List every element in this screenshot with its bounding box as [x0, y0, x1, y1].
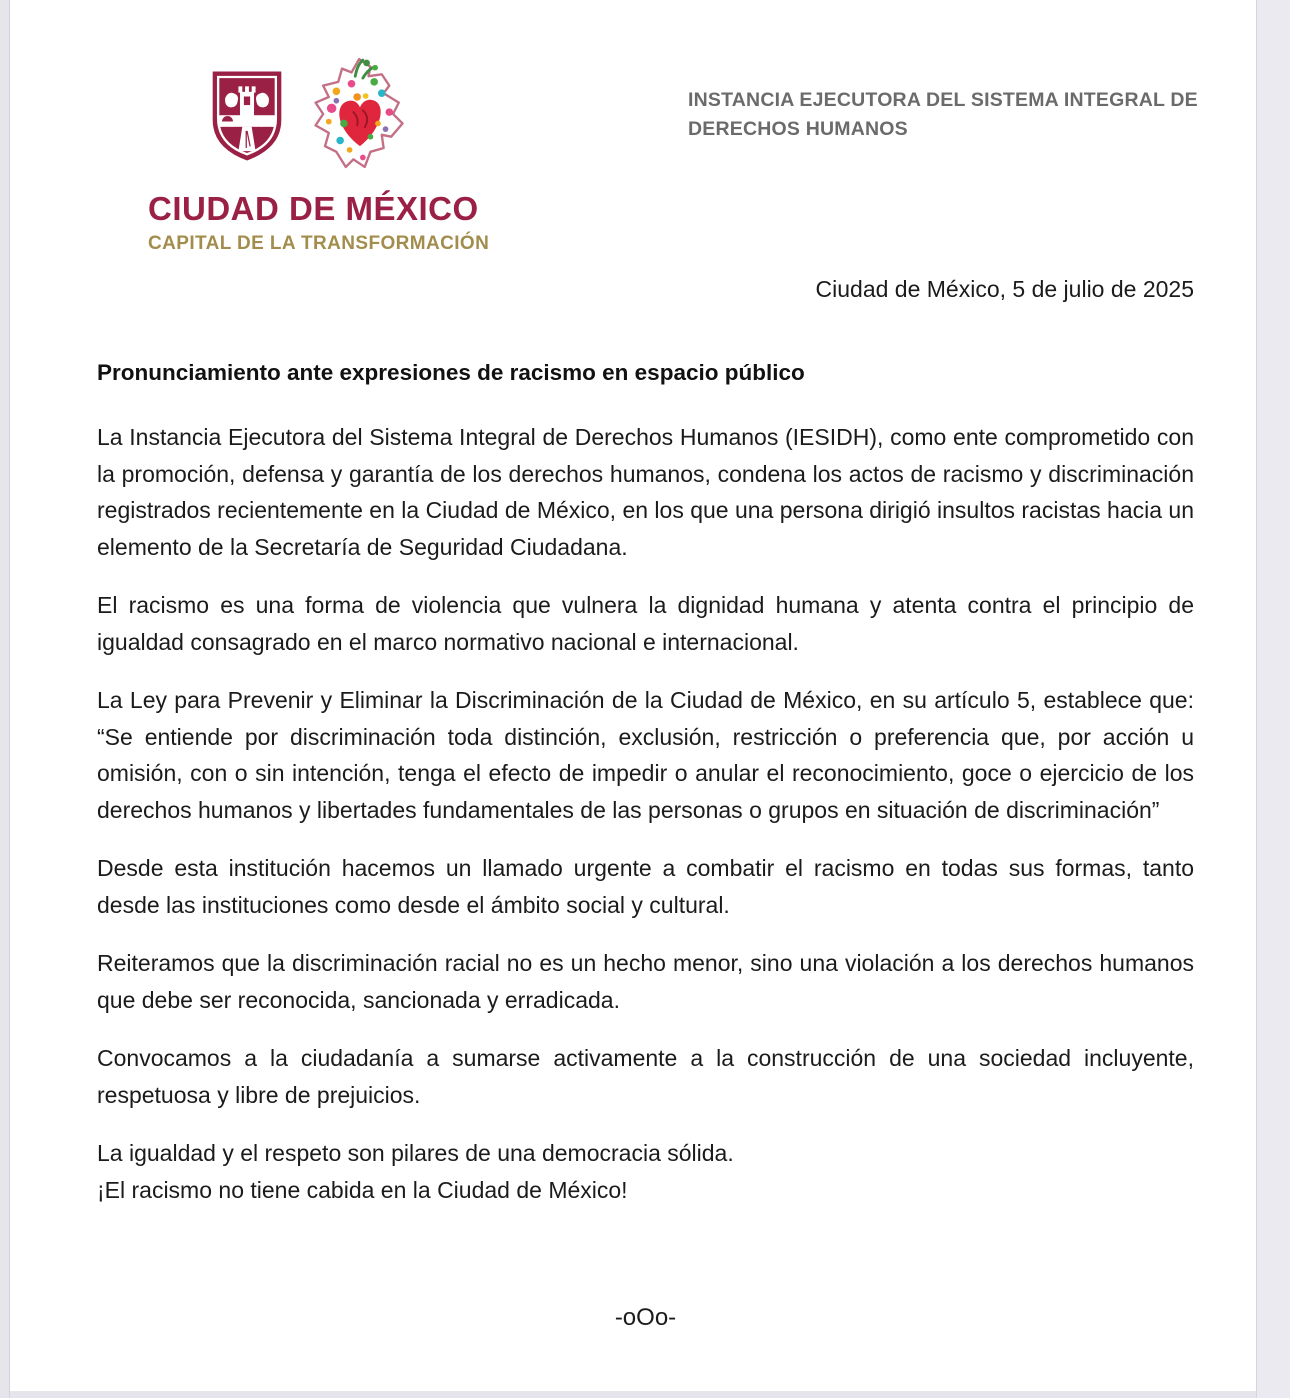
dateline: Ciudad de México, 5 de julio de 2025 [815, 276, 1194, 302]
org-name-line1: INSTANCIA EJECUTORA DEL SISTEMA INTEGRAL DE [688, 89, 1198, 111]
paragraph: Reiteramos que la discriminación racial no es un hecho menor, sino una violación a los derechos humanos que debe ser reconocida, sancionada y erradicada. [97, 950, 1194, 1013]
paragraph: Desde esta institución hacemos un llamado urgente a combatir el racismo en todas sus formas, tanto desde las instituciones como desde el ámbito social y cultural. [97, 855, 1194, 918]
document-page [10, 0, 1256, 1391]
viewer-left-margin [0, 0, 10, 1398]
closing-line: La igualdad y el respeto son pilares de una democracia sólida. [97, 1140, 734, 1166]
end-mark: -oOo- [614, 1304, 677, 1331]
cdmx-brand-block [148, 52, 488, 255]
paragraph: El racismo es una forma de violencia que vulnera la dignidad humana y atenta contra el principio de igualdad consagrado en el marco normativo nacional e internacional. [97, 592, 1194, 655]
paragraph: La Ley para Prevenir y Eliminar la Discriminación de la Ciudad de México, en su artículo 5, establece que: “Se entiende por discriminación toda distinción, exclusión, restricción o preferencia que, por acción u omisión, con o sin intención, tenga el efecto de impedir o anular el reconocimiento, goce o ejercicio de los derechos humanos y libertades fundamentales de las personas o grupos en situación de discriminación” [97, 687, 1194, 823]
brand-subtitle: CAPITAL DE LA TRANSFORMACIÓN [148, 233, 490, 254]
closing-line: ¡El racismo no tiene cabida en la Ciudad de México! [97, 1176, 628, 1203]
brand-title: CIUDAD DE MÉXICO [148, 190, 479, 227]
viewer-right-margin [1256, 0, 1290, 1398]
paragraph: La Instancia Ejecutora del Sistema Integral de Derechos Humanos (IESIDH), como ente comprometido con la promoción, defensa y garantía de los derechos humanos, condena los actos de racismo y discriminación registrados recientemente en la Ciudad de México, en los que una persona dirigió insultos racistas hacia un elemento de la Secretaría de Seguridad Ciudadana. [97, 424, 1194, 560]
document-title: Pronunciamiento ante expresiones de racismo en espacio público [97, 360, 805, 385]
cdmx-coat-of-arms-icon [208, 68, 286, 169]
cdmx-floral-heart-icon [308, 52, 412, 181]
closing-block [97, 1135, 1194, 1208]
document-body [97, 360, 1194, 1332]
org-name [688, 86, 1208, 144]
viewer-bottom-margin [0, 1391, 1290, 1398]
paragraph: Convocamos a la ciudadanía a sumarse activamente a la construcción de una sociedad incluyente, respetuosa y libre de prejuicios. [97, 1045, 1194, 1108]
logo-row [148, 52, 488, 180]
org-name-line2: DERECHOS HUMANOS [688, 118, 908, 140]
